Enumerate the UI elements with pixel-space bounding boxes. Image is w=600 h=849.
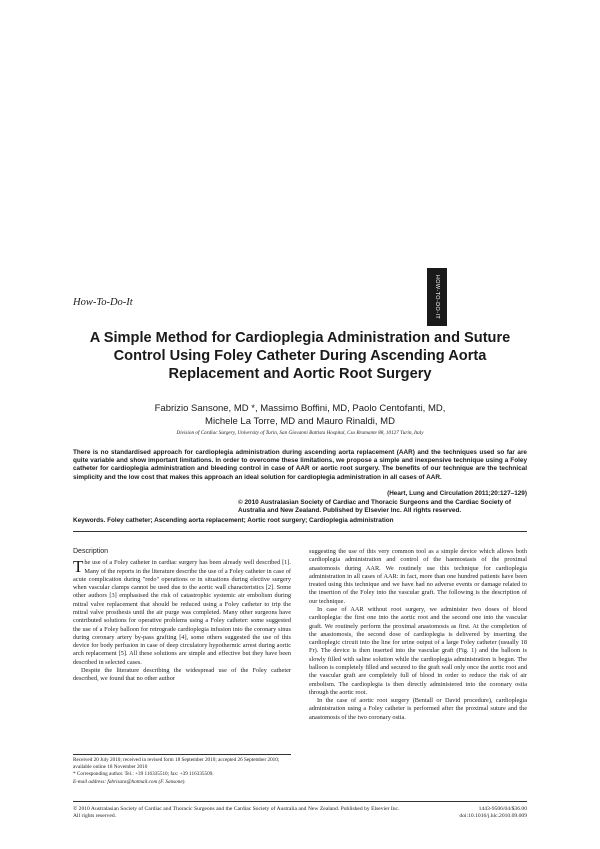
drop-cap: T [73, 557, 84, 577]
article-title: A Simple Method for Cardioplegia Administration and Suture Control Using Foley Catheter During Ascending Aorta Replacement and Aortic Root Surgery [89, 330, 511, 382]
abstract-copyright: © 2010 Australasian Society of Cardiac and Thoracic Surgeons and the Cardiac Society of Australia and New Zealand. Published by Elsevier Inc. All rights reserved. [238, 499, 511, 515]
keywords [73, 517, 527, 524]
body-column-right [309, 548, 527, 722]
authors-line-2: Michele La Torre, MD and Mauro Rinaldi, MD [205, 415, 395, 427]
corresponding-author: * Corresponding author. Tel.: +39 116335510; fax: +39 116335509. [73, 771, 214, 778]
doi: doi:10.1016/j.hlc.2010.09.009 [459, 813, 527, 820]
description-heading: Description [73, 548, 109, 555]
paragraph [73, 559, 291, 667]
affiliation: Division of Cardiac Surgery, University of Turin, San Giovanni Battista Hospital, Cso Bramante 88, 10127 Turin, Italy [176, 430, 424, 436]
paragraph: In case of AAR without root surgery, we administer two doses of blood cardioplegia: the first one into the aortic root and the second one into the vascular graft. We routinely perform the proximal anastomosis as first. At the completion of the anastomosis, the second dose of cardioplegia is delivered by inserting the cardioplegic circuit into the line for urine output of a large Foley catheter (usually 18 Fr). The device is then inserted into the vascular graft (Fig. 1) and the balloon is slowly filled with saline solution while the cardioplegia administration is begun. The balloon is completely filled and secured to the graft wall only once the aortic root and the vascular graft are completely full of blood in order to reduce the risk of air embolism. The cardioplegia is then directly administered into the coronary ostia through the aortic root. [309, 605, 527, 696]
footer-identifiers [430, 806, 527, 821]
issn: 1443-9506/04/$36.00 [478, 806, 527, 812]
abstract: There is no standardised approach for cardioplegia administration during ascending aorta replacement (AAR) and the techniques used so far are quite variable and show important limitations. In order to overcome these limitations, we propose a simple and inexpensive technique using a Foley catheter for cardioplegia administration and bleeding control in case of AAR or aortic root surgery. The benefits of our technique are the technical simplicity and the low cost that makes this approach an ideal solution for cardioplegia administration in all cases of AAR. [73, 449, 527, 481]
section-tab-label: HOW-TO-DO-IT [434, 274, 440, 320]
author-list [100, 403, 500, 428]
email-address: E-mail address: fabrisans@hotmail.com (F. Sansone). [73, 778, 186, 785]
footnote-divider [73, 754, 291, 755]
paragraph: Despite the literature describing the widespread use of the Foley catheter described, we found that no other author [73, 666, 291, 683]
paragraph: suggesting the use of this very common tool as a simple device which allows both cardioplegia administration and control of the haemostasis of the proximal anastomosis during AAR. We routinely use this technique for cardioplegia administration in all cases of AAR: in fact, more than one hundred patients have been treated using this technique and we have had no adverse events or damage related to the insertion of the Foley into the vascular graft. The following is the description of our technique. [309, 548, 527, 605]
footer-divider [73, 801, 527, 802]
section-label: How-To-Do-It [73, 297, 133, 308]
paragraph-text: he use of a Foley catheter in cardiac surgery has been already well described [1]. Many of the reports in the literature describe the use of a Foley catheter in case of acute complication during "redo" operations or in situations during elective surgery when vascular clamps cannot be used due to the aortic wall characteristics [2]. Some other authors [3] emphasised the risk of catastrophic systemic air embolism during mitral valve replacement that should be reduced using a Foley catheter to trip the mitral valve prosthesis until the air purge was completed. Many other surgeons have contributed solutions for operative problems using a Foley catheter: some suggested the use of a Foley balloon for retrograde cardioplegia infusion into the coronary sinus during coronary artery by-pass grafting [4], some others suggested the use of this device for body perfusion in case of deep circulatory hypothermic arrest during aortic arch replacement [5]. All these solutions are simple and effective but they have been described in selected cases. [73, 559, 291, 666]
journal-citation: (Heart, Lung and Circulation 2011;20:127–129) [387, 490, 527, 497]
received-dates: Received 20 July 2010; received in revised form 18 September 2010; accepted 26 September 2010; available online 18 November 2010 [73, 757, 280, 771]
divider [73, 531, 527, 532]
keywords-label: Keywords. [73, 517, 106, 524]
footer-copyright: © 2010 Australasian Society of Cardiac and Thoracic Surgeons and the Cardiac Society of Australia and New Zealand. Published by Elsevier Inc. All rights reserved. [73, 806, 400, 820]
authors-line-1: Fabrizio Sansone, MD *, Massimo Boffini, MD, Paolo Centofanti, MD, [154, 403, 446, 414]
keywords-list: Foley catheter; Ascending aorta replacement; Aortic root surgery; Cardioplegia administration [107, 517, 394, 524]
section-tab [427, 268, 447, 326]
footnotes [73, 757, 291, 786]
body-column-left [73, 548, 291, 684]
paragraph: In the case of aortic root surgery (Bentall or David procedure), cardioplegia administration using a Foley catheter is performed after the proximal suture and the anastomosis of the two coronary ostia. [309, 697, 527, 721]
